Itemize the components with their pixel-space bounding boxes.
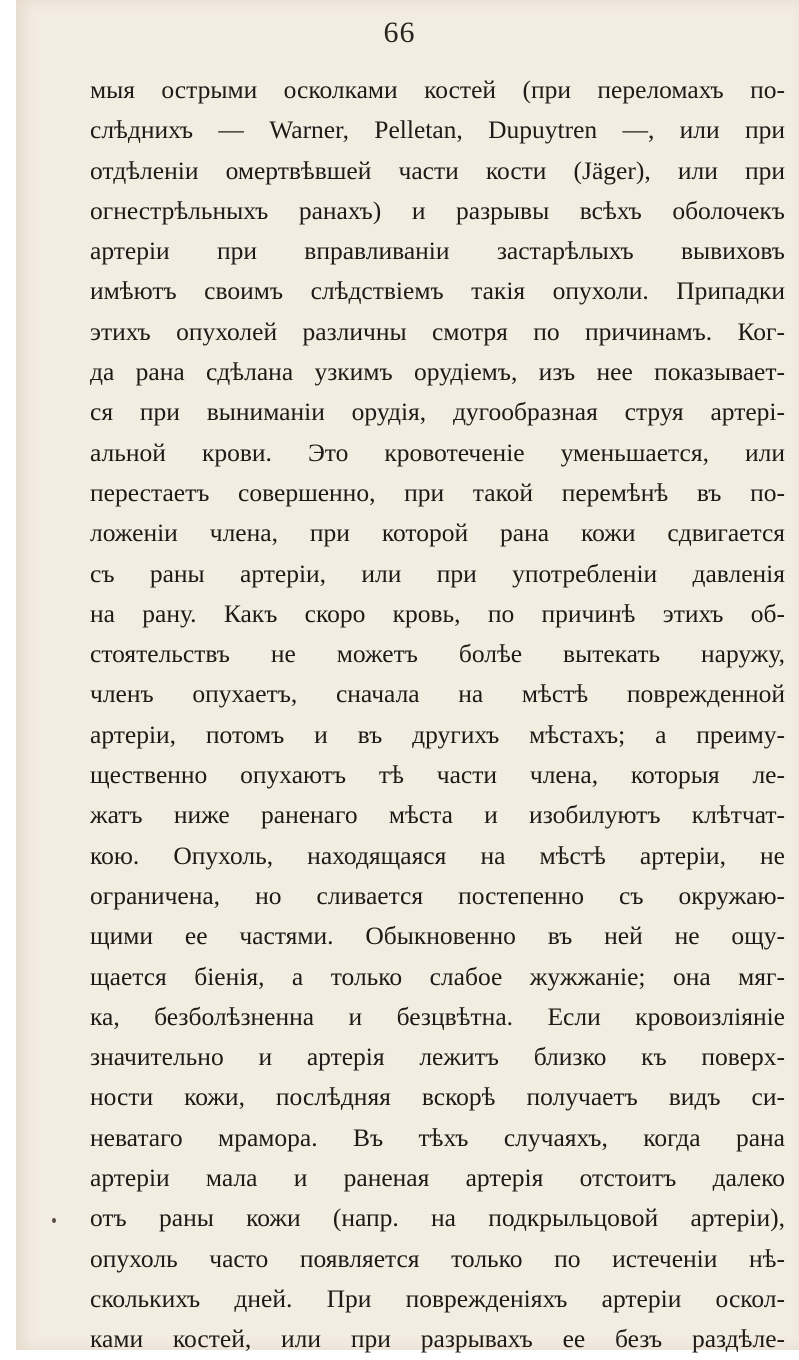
text-line: на рану. Какъ скоро кровь, по причинѣ этихъ об- <box>90 598 785 628</box>
text-line: артеріи, потомъ и въ другихъ мѣстахъ; а преиму- <box>90 719 785 749</box>
text-line: отдѣленіи омертвѣвшей части кости (Jäger), или при <box>90 155 785 185</box>
ink-speck <box>52 1218 56 1223</box>
text-line: опухоль часто появляется только по истеченіи нѣ- <box>90 1243 785 1273</box>
text-line: щими ее частями. Обыкновенно въ ней не ощу- <box>90 921 785 951</box>
text-line: ся при выниманіи орудія, дугообразная струя артері- <box>90 397 785 427</box>
text-line: щественно опухаютъ тѣ части члена, которыя ле- <box>90 760 785 790</box>
text-line: слѣднихъ — Warner, Pelletan, Dupuytren —, или при <box>90 115 785 145</box>
text-line: жатъ ниже раненаго мѣста и изобилуютъ клѣтчат- <box>90 800 785 830</box>
text-line: неватаго мрамора. Въ тѣхъ случаяхъ, когда рана <box>90 1122 785 1152</box>
text-line: артеріи при вправливаніи застарѣлыхъ вывиховъ <box>90 236 785 266</box>
text-line: мыя острыми осколками костей (при переломахъ по- <box>90 75 785 104</box>
text-line: ограничена, но сливается постепенно съ окружаю- <box>90 880 785 910</box>
text-line: имѣютъ своимъ слѣдствіемъ такія опухоли. Припадки <box>90 276 785 306</box>
page-number: 66 <box>383 16 416 49</box>
body-text <box>90 70 785 1360</box>
text-line: сколькихъ дней. При поврежденіяхъ артеріи оскол- <box>90 1283 785 1313</box>
text-line: съ раны артеріи, или при употребленіи давленія <box>90 558 785 588</box>
text-line: ности кожи, послѣдняя вскорѣ получаетъ видъ си- <box>90 1082 785 1112</box>
text-line: щается біенія, а только слабое жужжаніе; она мяг- <box>90 961 785 991</box>
text-line: ложеніи члена, при которой рана кожи сдвигается <box>90 518 785 548</box>
text-line: да рана сдѣлана узкимъ орудіемъ, изъ нее показывает- <box>90 357 785 387</box>
text-line: членъ опухаетъ, сначала на мѣстѣ поврежденной <box>90 679 785 709</box>
text-line: перестаетъ совершенно, при такой перемѣнѣ въ по- <box>90 477 785 507</box>
text-line: кою. Опухоль, находящаяся на мѣстѣ артеріи, не <box>90 840 785 870</box>
text-line: артеріи мала и раненая артерія отстоитъ далеко <box>90 1163 785 1193</box>
text-line: отъ раны кожи (напр. на подкрыльцовой артеріи), <box>90 1203 785 1233</box>
text-line: этихъ опухолей различны смотря по причинамъ. Ког- <box>90 316 785 346</box>
text-line: ками костей, или при разрывахъ ее безъ раздѣле- <box>90 1324 785 1354</box>
text-line: стоятельствъ не можетъ болѣе вытекать наружу, <box>90 639 785 669</box>
text-line: огнестрѣльныхъ ранахъ) и разрывы всѣхъ оболочекъ <box>90 195 785 225</box>
text-line: значительно и артерія лежитъ близко къ поверх- <box>90 1042 785 1072</box>
text-line: альной крови. Это кровотеченіе уменьшается, или <box>90 437 785 467</box>
text-line: ка, безболѣзненна и безцвѣтна. Если кровоизліяніе <box>90 1001 785 1031</box>
